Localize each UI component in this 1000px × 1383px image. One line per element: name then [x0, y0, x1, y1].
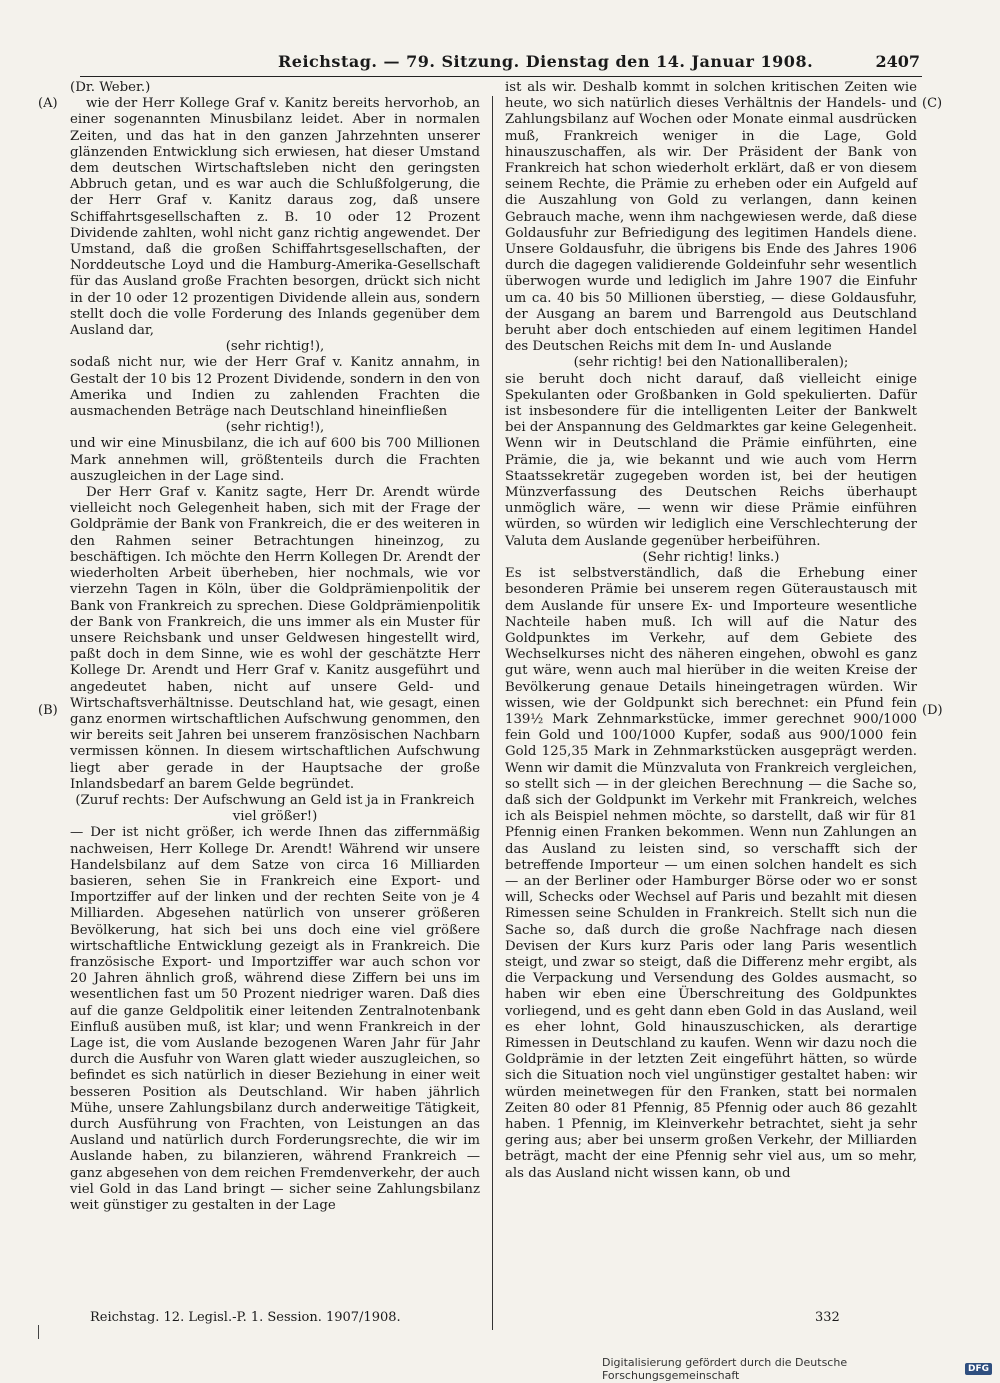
speaker-label: (Dr. Weber.) [70, 80, 151, 95]
page-number: 2407 [875, 52, 920, 71]
margin-mark-c: (C) [922, 96, 943, 111]
dfg-logo-icon: DFG [965, 1363, 992, 1375]
running-header [80, 52, 922, 77]
interjection: (sehr richtig!), [225, 420, 325, 436]
interjection: (sehr richtig! bei den Nationalliberalen); [573, 355, 849, 371]
paragraph: sodaß nicht nur, wie der Herr Graf v. Kanitz annahm, in Gestalt der 10 bis 12 Prozent Dividende, sondern in den von Amerika und Indien zu zahlenden Frachten die ausmachenden Beträge nach Deutschland hineinfließen [70, 355, 480, 420]
paragraph: und wir eine Minusbilanz, die ich auf 600 bis 700 Millionen Mark annehmen will, größtenteils durch die Frachten auszugleichen in der Lage sind. [70, 436, 480, 484]
interjection: (Zuruf rechts: Der Aufschwung an Geld ist ja in Frankreich viel größer!) [75, 792, 475, 825]
footer-session: Reichstag. 12. Legisl.-P. 1. Session. 1907/1908. [90, 1310, 401, 1325]
paragraph: Es ist selbstverständlich, daß die Erhebung einer besonderen Prämie bei unserem regen Güteraustausch mit dem Auslande für unsere Ex- und Importeure wesentliche Nachteile haben muß. Ich will auf die Natur des Goldpunktes im Verkehr, auf dem Gebiete des Wechselkurses nicht des näheren eingehen, obwohl es ganz gut wäre, wenn auch mal hierüber in die weiten Kreise der Bevölkerung genaue Details hineingetragen würden. Wir wissen, wie der Goldpunkt sich berechnet: ein Pfund fein 139½ Mark Zehnmarkstücke, immer gerechnet 900/1000 fein Gold und 100/1000 Kupfer, sodaß aus 900/1000 fein Gold 125,35 Mark in Zehnmarkstücken ausgeprägt werden. Wenn wir damit die Münzvaluta von Frankreich vergleichen, so stellt sich — in der gleichen Berechnung — die Sache so, daß sich der Goldpunkt im Verkehr mit Frankreich, welches ich als Beispiel nehmen möchte, so darstellt, daß wir für 81 Pfennig einen Franken bekommen. Wenn nun Zahlungen an das Ausland zu leisten sind, so verschafft sich der betreffende Importeur — um einen solchen handelt es sich — an der Berliner oder Hamburger Börse oder wo er sonst will, Schecks oder Wechsel auf Paris und bezahlt mit diesen Rimessen seine Schulden in Frankreich. Stellt sich nun die Sache so, daß durch die große Nachfrage nach diesen Devisen der Kurs kurz Paris oder lang Paris wesentlich steigt, und zwar so steigt, daß die Differenz mehr ergibt, als die Verpackung und Versendung des Goldes ausmacht, so haben wir eben eine Überschreitung des Goldpunktes vorliegend, und es geht dann eben Gold in das Ausland, weil es eher lohnt, Gold hinauszuschicken, als derartige Rimessen in Deutschland zu kaufen. Wenn wir dazu noch die Goldprämie in der letzten Zeit eingeführt hätten, so würde sich die Situation noch viel ungünstiger gestaltet haben: wir würden meinetwegen für den Franken, statt bei normalen Zeiten 80 oder 81 Pfennig, 85 Pfennig oder auch 86 gezahlt haben. 1 Pfennig, im Kleinverkehr betrachtet, sieht ja sehr gering aus; aber bei unserm großen Verkehr, der Milliarden beträgt, macht der eine Pfennig sehr viel aus, um so mehr, als das Ausland nicht wissen kann, ob und [505, 566, 917, 1181]
left-column [70, 80, 480, 1214]
right-column [505, 80, 917, 1182]
footer-sheet-number: 332 [815, 1310, 840, 1325]
paragraph: — Der ist nicht größer, ich werde Ihnen das ziffernmäßig nachweisen, Herr Kollege Dr. Arendt! Während wir unsere Handelsbilanz auf dem Satze von circa 16 Milliarden basieren, sehen Sie in Frankreich eine Export- und Importziffer auf der linken und der rechten Seite von je 4 Milliarden. Abgesehen natürlich von unserer größeren Bevölkerung, hat sich bei uns doch eine viel größere wirtschaftliche Entwicklung gezeigt als in Frankreich. Die französische Export- und Importziffer war auch schon vor 20 Jahren ähnlich groß, während diese Ziffern bei uns im wesentlichen fast um 50 Prozent niedriger waren. Daß dies auf die ganze Geldpolitik einer leitenden Zentralnotenbank Einfluß ausüben muß, ist klar; und wenn Frankreich in der Lage ist, die vom Auslande bezogenen Waren Jahr für Jahr durch die Ausfuhr von Waren glatt wieder auszugleichen, so befindet es sich natürlich in dieser Beziehung in einer weit besseren Position als Deutschland. Wir haben jährlich Mühe, unsere Zahlungsbilanz durch anderweitige Tätigkeit, durch Ausführung von Frachten, von Leistungen an das Ausland und natürlich durch Forderungsrechte, die wir im Auslande haben, zu bilanzieren, während Frankreich — ganz abgesehen von dem reichen Fremdenverkehr, der auch viel Gold in das Land bringt — sicher seine Zahlungsbilanz weit günstiger zu gestalten in der Lage [70, 825, 480, 1214]
paragraph: ist als wir. Deshalb kommt in solchen kritischen Zeiten wie heute, wo sich natürlich dieses Verhältnis der Handels- und Zahlungsbilanz auf Wochen oder Monate einmal ausdrücken muß, Frankreich weniger in die Lage, Gold hinauszuschaffen, als wir. Der Präsident der Bank von Frankreich hat schon wiederholt erklärt, daß er von diesem seinem Rechte, die Prämie zu erheben oder ein Aufgeld auf die Auszahlung von Gold zu verlangen, dann keinen Gebrauch mache, wenn ihm nachgewiesen werde, daß diese Goldausfuhr zur Befriedigung des legitimen Handels diene. Unsere Goldausfuhr, die übrigens bis Ende des Jahres 1906 durch die dagegen validierende Goldeinfuhr sehr wesentlich überwogen wurde und lediglich im Jahre 1907 die Einfuhr um ca. 40 bis 50 Millionen überstieg, — diese Goldausfuhr, der Ausgang an barem und Barrengold aus Deutschland beruht aber doch entschieden auf einem legitimen Handel des Deutschen Reichs mit dem In- und Auslande [505, 80, 917, 355]
paragraph: wie der Herr Kollege Graf v. Kanitz bereits hervorhob, an einer sogenannten Minusbilanz leidet. Aber in normalen Zeiten, und das hat in den ganzen Jahrzehnten unserer glänzenden Entwicklung sich erwiesen, hat dieser Umstand dem deutschen Wirtschaftsleben nicht den geringsten Abbruch getan, und es war auch die Schlußfolgerung, die der Herr Graf v. Kanitz daraus zog, daß unsere Schiffahrtsgesellschaften z. B. 10 oder 12 Prozent Dividende zahlten, wohl nicht ganz richtig angewendet. Der Umstand, daß die großen Schiffahrtsgesellschaften, der Norddeutsche Loyd und die Hamburg-Amerika-Gesellschaft für das Ausland große Frachten besorgen, drückt sich nicht in der 10 oder 12 prozentigen Dividende allein aus, sondern stellt doch die volle Forderung des Inlands gegenüber dem Ausland dar, [70, 96, 480, 339]
paragraph: Der Herr Graf v. Kanitz sagte, Herr Dr. Arendt würde vielleicht noch Gelegenheit haben, sich mit der Frage der Goldprämie der Bank von Frankreich, die er des weiteren in den Rahmen seiner Betrachtungen hineinzog, zu beschäftigen. Ich möchte den Herrn Kollegen Dr. Arendt der wiederholten Arbeit überheben, hier nochmals, wie vor vierzehn Tagen in Köln, über die Goldprämienpolitik der Bank von Frankreich zu sprechen. Diese Goldprämienpolitik der Bank von Frankreich, die uns immer als ein Muster für unsere Reichsbank und unser Geldwesen hingestellt wird, paßt doch in dem Sinne, wie es wohl der geschätzte Herr Kollege Dr. Arendt und Herr Graf v. Kanitz ausgeführt und angedeutet haben, nicht auf unsere Geld- und Wirtschaftsverhältnisse. Deutschland hat, wie gesagt, einen ganz enormen wirtschaftlichen Aufschwung genommen, den wir bereits seit Jahren bei unserem französischen Nachbarn vermissen können. In diesem wirtschaftlichen Aufschwung liegt aber gerade in der Hauptsache der große Inlandsbedarf an barem Gelde begründet. [70, 485, 480, 792]
interjection: (Sehr richtig! links.) [642, 549, 780, 565]
paragraph: sie beruht doch nicht darauf, daß vielleicht einige Spekulanten oder Großbanken in Gold spekulierten. Dafür ist insbesondere für die intelligenten Leiter der Bankwelt bei der Anspannung des Geldmarktes gar keine Gelegenheit. Wenn wir in Deutschland die Prämie einführten, eine Prämie, die ja, wie bekannt und wie auch vom Herrn Staatssekretär zugegeben worden ist, bei der heutigen Münzverfassung des Deutschen Reichs überhaupt unmöglich wäre, — wenn wir diese Prämie einführen würden, so würden wir lediglich eine Verschlechterung der Valuta dem Auslande gegenüber herbeiführen. [505, 371, 917, 549]
interjection: (sehr richtig!), [225, 339, 325, 355]
margin-mark-b: (B) [38, 703, 58, 718]
margin-mark-d: (D) [922, 703, 943, 718]
dfg-text: Digitalisierung gefördert durch die Deutsche Forschungsgemeinschaft [602, 1356, 848, 1382]
margin-mark-a: (A) [38, 96, 58, 111]
dfg-notice [602, 1356, 992, 1382]
header-title: Reichstag. — 79. Sitzung. Dienstag den 14. Januar 1908. [278, 52, 814, 71]
column-divider [492, 96, 493, 1330]
margin-tick [38, 1325, 39, 1339]
